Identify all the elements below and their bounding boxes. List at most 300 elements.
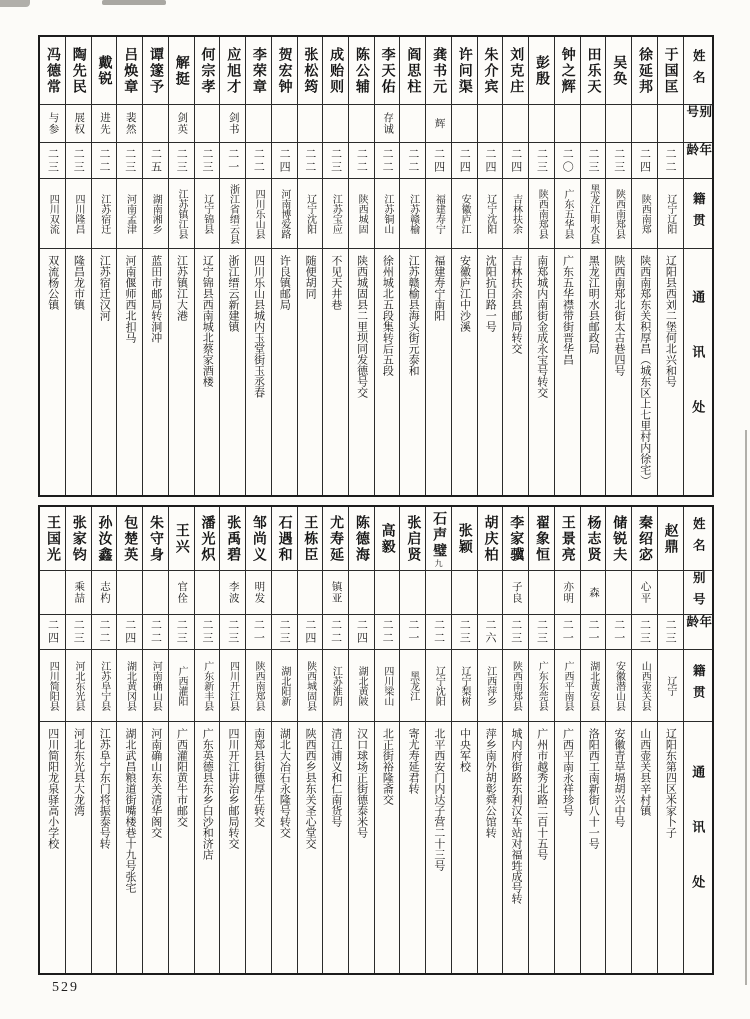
age-cell (66, 615, 91, 650)
person-column (194, 507, 220, 973)
person-age: 二三 (329, 147, 342, 174)
person-name: 包楚英 (122, 514, 138, 563)
person-address: 北平西安门内达子营二十三号 (432, 728, 445, 871)
alias-cell (117, 105, 142, 143)
person-age: 二一 (226, 147, 239, 174)
name-cell (40, 507, 65, 571)
person-address: 四川乐山县城内玉堂街玉丞春 (252, 255, 265, 398)
person-age: 二三 (175, 619, 188, 645)
age-cell (40, 143, 65, 179)
address-cell (426, 249, 451, 495)
person-address: 辽阳县西刘二堡何北兴和号 (664, 255, 677, 387)
name-cell (272, 507, 297, 571)
person-name: 陶先民 (70, 46, 86, 95)
person-name: 吕焕章 (122, 46, 138, 95)
alias-cell (529, 105, 554, 143)
address-cell (169, 249, 194, 495)
person-column (168, 37, 194, 495)
person-alias: 裴然 (124, 112, 136, 135)
alias-cell (246, 571, 271, 615)
person-name: 胡庆柏 (482, 514, 498, 563)
person-native: 陕西南郑县 (510, 660, 522, 711)
person-name: 应旭才 (225, 46, 241, 95)
person-name: 王景亮 (559, 514, 575, 563)
native-cell (478, 179, 503, 249)
address-cell (298, 249, 323, 495)
name-cell (452, 507, 477, 571)
person-address: 陕西南郑北街太古巷四号 (612, 255, 625, 376)
header-address-label: 通讯处 (690, 289, 706, 455)
age-cell (555, 615, 580, 650)
person-alias: 明发 (253, 581, 265, 604)
person-address: 江苏赣榆县海头街元泰和 (407, 255, 420, 376)
person-column (451, 37, 477, 495)
header-native-cell (684, 650, 712, 722)
person-alias: 展权 (73, 112, 85, 135)
person-name: 田乐天 (585, 46, 601, 95)
age-cell (220, 143, 245, 179)
name-cell (581, 507, 606, 571)
person-address: 南郑县街德厚生转交 (252, 728, 265, 827)
person-age: 二二 (381, 619, 394, 645)
scan-smudge-top (102, 0, 166, 5)
native-cell (529, 650, 554, 722)
native-cell (555, 179, 580, 249)
name-cell (169, 37, 194, 105)
person-column (40, 507, 65, 973)
person-address: 许良镇邮局 (278, 255, 291, 310)
native-cell (195, 179, 220, 249)
alias-cell (658, 105, 683, 143)
age-cell (555, 143, 580, 179)
person-column (580, 37, 606, 495)
person-address: 湖北武昌粮道街嘴楼巷十九号张宅 (124, 728, 136, 893)
name-cell (581, 37, 606, 105)
person-alias: 森 (587, 586, 599, 599)
person-age: 二四 (278, 147, 291, 174)
native-cell (169, 179, 194, 249)
address-cell (375, 722, 400, 973)
person-native: 广东五华县 (561, 188, 573, 239)
person-native: 河南博爱路 (278, 188, 290, 239)
age-cell (298, 615, 323, 650)
address-cell (581, 722, 606, 973)
person-native: 陕西城固县 (304, 660, 316, 711)
person-native: 江苏阜宁县 (98, 660, 110, 711)
native-cell (632, 650, 657, 722)
person-column (322, 37, 348, 495)
person-age: 二三 (664, 619, 677, 645)
age-cell (195, 143, 220, 179)
age-cell (195, 615, 220, 650)
name-cell (169, 507, 194, 571)
person-native: 辽宁沈阳 (433, 665, 445, 706)
alias-cell (503, 105, 528, 143)
age-cell (117, 143, 142, 179)
native-cell (632, 179, 657, 249)
person-age: 二三 (226, 619, 239, 645)
native-cell (349, 179, 374, 249)
alias-cell (581, 571, 606, 615)
person-name: 谭篴予 (147, 46, 163, 95)
header-native-cell (684, 179, 712, 249)
person-name: 李家骥 (508, 514, 524, 563)
alias-cell (92, 105, 117, 143)
alias-cell (195, 571, 220, 615)
person-age: 二四 (123, 619, 136, 645)
person-name: 王栋臣 (302, 514, 318, 563)
person-address: 辽宁锦县西南城北蔡家酒楼 (201, 255, 214, 387)
person-column (65, 507, 91, 973)
person-native: 陕西南郑县 (253, 660, 265, 711)
person-name: 杨志贤 (585, 514, 601, 563)
native-cell (92, 179, 117, 249)
person-column (554, 507, 580, 973)
person-age: 二三 (535, 619, 548, 645)
alias-cell (375, 571, 400, 615)
address-cell (272, 249, 297, 495)
address-cell (529, 249, 554, 495)
person-age: 二四 (458, 147, 471, 174)
address-cell (40, 722, 65, 973)
person-address: 不见天井巷 (329, 255, 342, 310)
address-cell (323, 722, 348, 973)
person-native: 湖南湘乡 (150, 193, 162, 234)
person-native: 辽宁锦县 (201, 193, 213, 234)
person-column (425, 37, 451, 495)
person-age: 二四 (509, 147, 522, 174)
person-age: 二二 (303, 147, 316, 174)
person-address: 城内府街路东利汉车站对福甡成号转 (510, 728, 523, 904)
alias-cell (323, 571, 348, 615)
person-native: 江苏镇江县 (175, 188, 187, 239)
native-cell (555, 650, 580, 722)
header-alias-label: 别号 (691, 571, 706, 614)
name-cell (658, 507, 683, 571)
person-alias: 存诚 (382, 112, 394, 135)
person-native: 河南孟津 (124, 193, 136, 234)
address-cell (143, 722, 168, 973)
person-name: 吴奂 (611, 54, 627, 87)
person-name: 张松筠 (302, 46, 318, 95)
person-name: 王国光 (45, 514, 61, 563)
person-native: 广西灌阳 (175, 665, 187, 706)
native-cell (272, 179, 297, 249)
age-cell (272, 615, 297, 650)
alias-cell (117, 571, 142, 615)
person-native: 山西壶关县 (639, 660, 651, 711)
person-column (271, 507, 297, 973)
age-cell (272, 143, 297, 179)
person-age: 二三 (72, 147, 85, 174)
person-address: 安徽青草塥胡兴中号 (612, 728, 625, 827)
person-address: 吉林扶余县邮局转交 (510, 255, 523, 354)
person-native: 湖北黄陂 (356, 665, 368, 706)
native-cell (400, 179, 425, 249)
header-name-cell (684, 507, 712, 571)
native-cell (529, 179, 554, 249)
address-cell (143, 249, 168, 495)
person-age: 二三 (123, 147, 136, 174)
native-cell (323, 650, 348, 722)
alias-cell (452, 571, 477, 615)
age-cell (143, 143, 168, 179)
person-native: 四川双流 (47, 193, 59, 234)
person-column (142, 507, 168, 973)
alias-cell (375, 105, 400, 143)
alias-cell (658, 571, 683, 615)
name-cell (92, 37, 117, 105)
age-cell (503, 143, 528, 179)
person-native: 辽宁 (664, 675, 676, 696)
page-number: 529 (52, 980, 79, 995)
name-cell (195, 507, 220, 571)
native-cell (658, 650, 683, 722)
person-address: 江苏阜宁东门将振泰号转 (98, 728, 111, 849)
native-cell (195, 650, 220, 722)
person-native: 广东东莞县 (536, 660, 548, 711)
age-cell (478, 615, 503, 650)
name-cell (220, 507, 245, 571)
alias-cell (606, 105, 631, 143)
address-cell (272, 722, 297, 973)
age-cell (529, 615, 554, 650)
person-age: 二三 (278, 619, 291, 645)
header-alias-label: 别号 (684, 105, 712, 127)
native-cell (375, 650, 400, 722)
address-cell (555, 249, 580, 495)
person-name: 张启贤 (405, 514, 421, 563)
header-address-cell (684, 722, 712, 973)
person-native: 四川开江县 (227, 660, 239, 711)
alias-cell (40, 105, 65, 143)
alias-cell (169, 105, 194, 143)
alias-cell (581, 105, 606, 143)
age-cell (117, 615, 142, 650)
alias-cell (478, 105, 503, 143)
age-cell (246, 615, 271, 650)
native-cell (400, 650, 425, 722)
person-age: 二三 (509, 619, 522, 645)
age-cell (529, 143, 554, 179)
person-native: 吉林扶余 (510, 193, 522, 234)
name-cell (529, 37, 554, 105)
person-name: 戴锐 (96, 54, 112, 87)
native-cell (606, 179, 631, 249)
person-native: 江西萍乡 (484, 665, 496, 706)
native-cell (426, 179, 451, 249)
person-address: 萍乡南外胡彰舜公馆转 (484, 728, 497, 838)
address-cell (195, 722, 220, 973)
address-cell (658, 249, 683, 495)
name-cell (606, 507, 631, 571)
name-cell (143, 37, 168, 105)
name-cell (426, 507, 451, 571)
alias-cell (40, 571, 65, 615)
person-column (245, 37, 271, 495)
person-alias: 李波 (227, 581, 239, 604)
person-address: 安徽庐江中沙溪 (458, 255, 471, 332)
alias-cell (298, 571, 323, 615)
person-name: 尤寿延 (328, 514, 344, 563)
person-name: 李天佑 (379, 46, 395, 95)
address-cell (632, 722, 657, 973)
address-cell (452, 722, 477, 973)
person-native: 四川乐山县 (253, 188, 265, 239)
address-cell (66, 249, 91, 495)
person-column (348, 37, 374, 495)
header-address-cell (684, 249, 712, 495)
person-name: 陈德海 (353, 514, 369, 563)
person-name: 李荣章 (250, 46, 266, 95)
alias-cell (272, 571, 297, 615)
person-native: 陕西城固 (356, 193, 368, 234)
address-cell (298, 722, 323, 973)
person-name: 冯德常 (45, 46, 61, 95)
person-address: 浙江缙云新建镇 (226, 255, 239, 332)
alias-cell (220, 571, 245, 615)
person-column (528, 507, 554, 973)
name-note: 九 (434, 558, 444, 567)
person-column (40, 37, 65, 495)
header-age-cell (684, 615, 712, 650)
person-column (116, 507, 142, 973)
person-native: 黑龙江 (407, 670, 419, 701)
address-cell (478, 249, 503, 495)
age-cell (503, 615, 528, 650)
person-native: 浙江省缙云县 (227, 183, 239, 244)
person-column (631, 37, 657, 495)
person-age: 二六 (484, 619, 497, 645)
person-address: 洛阳西工南新街八十一号 (587, 728, 600, 849)
alias-cell (503, 571, 528, 615)
person-native: 江苏铜山 (381, 193, 393, 234)
native-cell (581, 179, 606, 249)
person-age: 二一 (406, 619, 419, 645)
address-cell (503, 722, 528, 973)
alias-cell (632, 105, 657, 143)
age-cell (349, 143, 374, 179)
person-name: 高毅 (379, 522, 395, 555)
person-column (91, 507, 117, 973)
native-cell (452, 179, 477, 249)
native-cell (220, 179, 245, 249)
person-address: 汉口球场正街德泰米号 (355, 728, 368, 838)
alias-cell (169, 571, 194, 615)
name-cell (246, 507, 271, 571)
person-native: 陕西南郑县 (536, 188, 548, 239)
name-cell (66, 37, 91, 105)
header-address-label: 通讯处 (690, 765, 706, 930)
person-native: 辽宁辽阳 (664, 193, 676, 234)
native-cell (452, 650, 477, 722)
person-name: 秦绍宓 (636, 514, 652, 563)
person-column (580, 507, 606, 973)
address-cell (400, 249, 425, 495)
address-cell (478, 722, 503, 973)
person-column (425, 507, 451, 973)
directory-table-top (38, 35, 714, 497)
name-cell (478, 507, 503, 571)
person-name: 孙汝鑫 (96, 514, 112, 563)
person-alias: 亦明 (562, 581, 574, 604)
person-name: 于国匡 (662, 46, 678, 95)
native-cell (117, 179, 142, 249)
person-name: 成贻则 (328, 46, 344, 95)
header-column (683, 507, 712, 973)
age-cell (375, 615, 400, 650)
age-cell (323, 143, 348, 179)
name-cell (66, 507, 91, 571)
native-cell (40, 650, 65, 722)
person-age: 二三 (72, 619, 85, 645)
address-cell (426, 722, 451, 973)
person-native: 江苏宝应 (330, 193, 342, 234)
address-cell (40, 249, 65, 495)
person-alias: 官佺 (176, 581, 188, 604)
person-address: 沈阳抗日路一号 (484, 255, 497, 332)
age-cell (143, 615, 168, 650)
age-cell (298, 143, 323, 179)
header-age-label: 年龄 (684, 143, 712, 165)
native-cell (272, 650, 297, 722)
address-cell (529, 722, 554, 973)
alias-cell (66, 571, 91, 615)
alias-cell (220, 105, 245, 143)
age-cell (169, 615, 194, 650)
person-column (554, 37, 580, 495)
person-column (142, 37, 168, 495)
person-native: 四川隆昌 (73, 193, 85, 234)
person-age: 二二 (98, 147, 111, 174)
age-cell (400, 143, 425, 179)
name-cell (632, 507, 657, 571)
native-cell (40, 179, 65, 249)
person-age: 二三 (458, 619, 471, 645)
person-column (219, 507, 245, 973)
person-alias: 剑书 (227, 112, 239, 135)
alias-cell (349, 105, 374, 143)
age-cell (632, 615, 657, 650)
alias-cell (426, 105, 451, 143)
person-address: 广西灌阳黄牛市邮交 (175, 728, 188, 827)
alias-cell (143, 571, 168, 615)
person-column (168, 507, 194, 973)
person-age: 二二 (252, 147, 265, 174)
person-name: 钟之辉 (559, 46, 575, 95)
person-name: 陈公辅 (353, 46, 369, 95)
person-column (399, 37, 425, 495)
age-cell (66, 143, 91, 179)
person-address: 双流杨公镇 (46, 255, 59, 310)
person-native: 安徽潜山县 (613, 660, 625, 711)
header-name-label: 姓名 (691, 49, 706, 92)
person-age: 二一 (612, 619, 625, 645)
alias-cell (426, 571, 451, 615)
person-column (605, 37, 631, 495)
person-alias: 剑英 (176, 112, 188, 135)
person-name: 张家钧 (70, 514, 86, 563)
address-cell (632, 249, 657, 495)
person-address: 广东五华襟带街晋华昌 (561, 255, 574, 365)
address-cell (92, 249, 117, 495)
name-cell (246, 37, 271, 105)
person-column (297, 507, 323, 973)
person-address: 广州市越秀北路二百十五号 (535, 728, 548, 860)
alias-cell (195, 105, 220, 143)
name-cell (606, 37, 631, 105)
alias-cell (606, 571, 631, 615)
